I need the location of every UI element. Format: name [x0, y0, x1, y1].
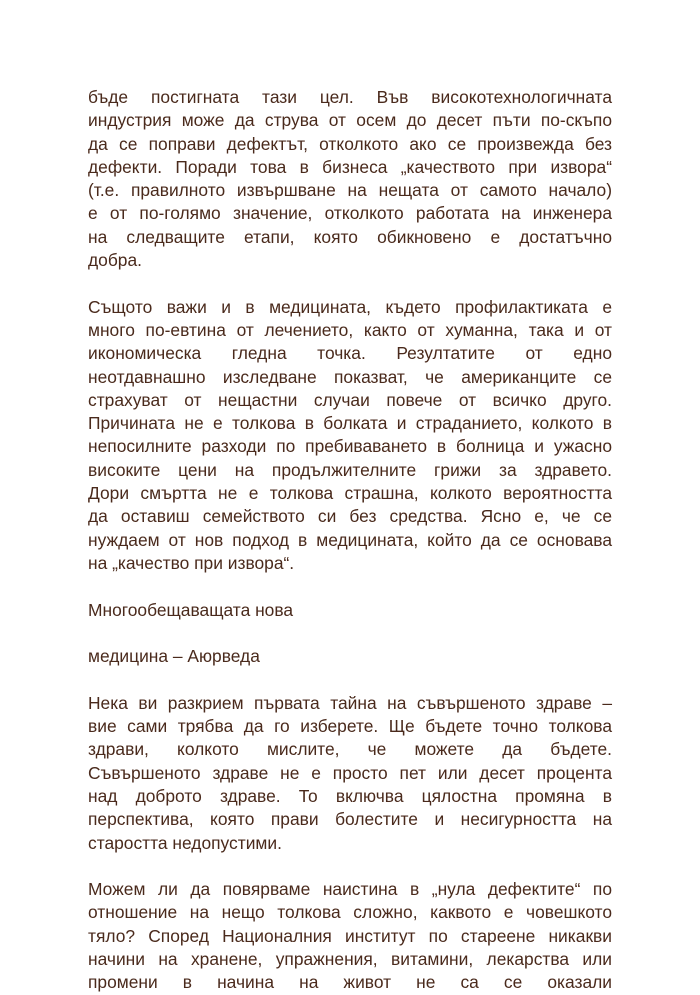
- text-line: бъде постигната тази цел. Във високотехнологичната: [88, 87, 612, 107]
- paragraph-quality-at-source: [88, 86, 612, 272]
- text-line: промени в начина на живот не са се оказали: [88, 972, 612, 993]
- text-line: (т.е. правилното извършване на нещата от самото начало): [88, 180, 612, 201]
- paragraph-medicine-prevention: [88, 296, 612, 576]
- text-line: страхуват от нещастни случаи повече от всичко друго.: [88, 389, 612, 410]
- text-line: здрави, колкото мислите, че можете да бъдете.: [88, 739, 612, 760]
- text-line: е от по-голямо значение, отколкото работата на инженера: [88, 203, 612, 224]
- text-line: Причината не е толкова в болката и страданието, колкото в: [88, 413, 612, 434]
- section-heading-line-2: [88, 645, 612, 668]
- paragraph-spacer: [88, 575, 612, 598]
- text-line: много по-евтина от лечението, както от хуманна, така и от: [88, 319, 612, 340]
- text-line: дефекти. Поради това в бизнеса „качеството при извора“: [88, 156, 612, 177]
- text-line: над доброто здраве. То включва цялостна промяна в: [88, 785, 612, 806]
- text-line: на „качество при извора“.: [88, 552, 295, 573]
- paragraph-perfect-health: [88, 692, 612, 855]
- text-line: нуждаем от нов подход в медицината, който да се основава: [88, 529, 612, 550]
- text-line: вие сами трябва да го изберете. Ще бъдете точно толкова: [88, 716, 612, 737]
- text-line: отношение на нещо толкова сложно, каквото е човешкото: [88, 902, 612, 923]
- section-heading-line-1: [88, 599, 612, 622]
- paragraph-spacer: [88, 668, 612, 691]
- text-line: начини на хранене, упражнения, витамини, лекарства или: [88, 948, 612, 969]
- text-line: Можем ли да повярваме наистина в „нула дефектите“ по: [88, 879, 612, 900]
- heading-text: медицина – Аюрведа: [88, 646, 260, 667]
- text-line: икономическа гледна точка. Резултатите от едно: [88, 343, 612, 364]
- text-line: Същото важи и в медицината, където профилактиката е: [88, 296, 612, 317]
- text-line: неотдавнашно изследване показват, че американците се: [88, 366, 612, 387]
- paragraph-spacer: [88, 855, 612, 878]
- text-line: Дори смъртта не е толкова страшна, колкото вероятността: [88, 483, 612, 504]
- text-line: перспектива, която прави болестите и несигурността на: [88, 809, 612, 830]
- text-line: непосилните разходи по пребиваването в болница и ужасно: [88, 436, 612, 457]
- text-line: да се поправи дефектът, отколкото ако се произвежда без: [88, 133, 612, 154]
- text-line: Нека ви разкрием първата тайна на съвършеното здраве –: [88, 692, 612, 713]
- paragraph-zero-defects: [88, 878, 612, 994]
- text-line: старостта недопустими.: [88, 832, 282, 853]
- paragraph-spacer: [88, 272, 612, 295]
- text-line: на следващите етапи, която обикновено е достатъчно: [88, 226, 612, 247]
- text-line: да оставиш семейството си без средства. Ясно е, че се: [88, 506, 612, 527]
- text-line: Съвършеното здраве не е просто пет или десет процента: [88, 762, 612, 783]
- text-line: високите цени на продължителните грижи за здравето.: [88, 459, 612, 480]
- heading-text: Многообещаващата нова: [88, 599, 294, 620]
- paragraph-spacer: [88, 622, 612, 645]
- text-line: тяло? Според Националния институт по стареене никакви: [88, 925, 612, 946]
- text-line: добра.: [88, 250, 142, 271]
- document-body: [88, 86, 612, 995]
- text-line: индустрия може да струва от осем до десет пъти по-скъпо: [88, 110, 612, 131]
